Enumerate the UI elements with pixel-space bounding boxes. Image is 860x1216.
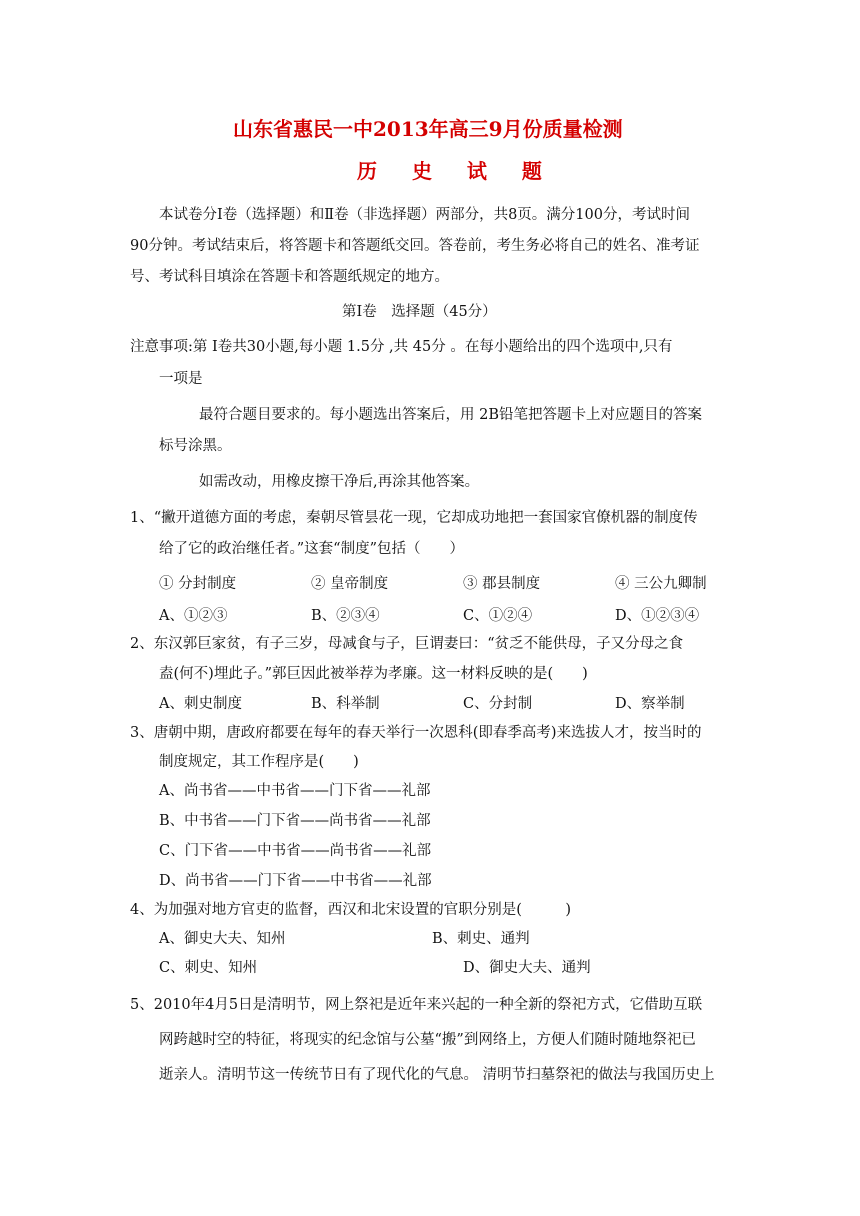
exam-subtitle: 历 史 试 题: [357, 159, 556, 183]
question-2-option: B、科举制: [311, 696, 380, 712]
question-5-stem: 网跨越时空的特征，将现实的纪念馆与公墓“搬”到网络上，方便人们随时随地祭祀已: [159, 1032, 696, 1048]
question-5-stem: 5、2010年4月5日是清明节，网上祭祀是近年来兴起的一种全新的祭祀方式，它借助互联: [130, 997, 703, 1013]
question-5-stem: 逝亲人。清明节这一传统节日有了现代化的气息。 清明节扫墓祭祀的做法与我国历史上: [159, 1067, 715, 1083]
question-1-option: A、①②③: [159, 608, 228, 624]
intro-line: 本试卷分Ⅰ卷（选择题）和Ⅱ卷（非选择题）两部分，共8页。满分100分，考试时间: [159, 207, 690, 223]
question-1-option: D、①②③④: [615, 608, 700, 624]
question-2-stem: 盍(何不)埋此子。”郭巨因此被举荐为孝廉。这一材料反映的是( ): [159, 666, 588, 682]
question-2-option: A、刺史制度: [159, 696, 242, 712]
question-1-option: B、②③④: [311, 608, 380, 624]
question-4-option: D、御史大夫、通判: [463, 960, 591, 976]
question-4-stem: 4、为加强对地方官吏的监督，西汉和北宋设置的官职分别是( ): [130, 902, 572, 918]
question-4-option: C、刺史、知州: [159, 960, 258, 976]
question-1-item: ① 分封制度: [159, 576, 237, 592]
question-2-option: C、分封制: [463, 696, 533, 712]
notice-line: 最符合题目要求的。每小题选出答案后，用 2B铅笔把答题卡上对应题目的答案: [199, 407, 702, 423]
question-4-option: B、刺史、通判: [432, 931, 530, 947]
notice-line: 注意事项:第 Ⅰ卷共30小题,每小题 1.5分 ,共 45分 。在每小题给出的四个选项中,只有: [130, 339, 673, 355]
question-4-option: A、御史大夫、知州: [159, 931, 286, 947]
intro-line: 号、考试科目填涂在答题卡和答题纸规定的地方。: [130, 269, 449, 285]
question-1-item: ② 皇帝制度: [311, 576, 389, 592]
question-1-item: ③ 郡县制度: [463, 576, 541, 592]
question-2-option: D、察举制: [615, 696, 685, 712]
question-3-option: D、尚书省——门下省——中书省——礼部: [159, 873, 432, 889]
question-3-stem: 制度规定，其工作程序是( ): [159, 754, 359, 770]
question-2-stem: 2、东汉郭巨家贫，有子三岁，母减食与子，巨谓妻曰：“贫乏不能供母，子又分母之食: [130, 636, 684, 652]
notice-line: 标号涂黑。: [159, 438, 232, 454]
question-1-stem: 1、“撇开道德方面的考虑，秦朝尽管昙花一现，它却成功地把一套国家官僚机器的制度传: [130, 510, 698, 526]
question-1-item: ④ 三公九卿制: [615, 576, 707, 592]
notice-line: 如需改动，用橡皮擦干净后,再涂其他答案。: [199, 474, 480, 490]
question-3-option: A、尚书省——中书省——门下省——礼部: [159, 783, 431, 799]
question-1-stem: 给了它的政治继任者。”这套“制度”包括（ ）: [159, 541, 464, 557]
notice-line: 一项是: [159, 371, 203, 387]
exam-title: 山东省惠民一中2013年高三9月份质量检测: [233, 117, 623, 141]
question-3-option: C、门下省——中书省——尚书省——礼部: [159, 843, 432, 859]
question-3-option: B、中书省——门下省——尚书省——礼部: [159, 813, 431, 829]
section-heading: 第Ⅰ卷 选择题（45分）: [342, 304, 497, 320]
question-1-option: C、①②④: [463, 608, 533, 624]
intro-line: 90分钟。考试结束后，将答题卡和答题纸交回。答卷前，考生务必将自己的姓名、准考证: [130, 238, 700, 254]
question-3-stem: 3、唐朝中期，唐政府都要在每年的春天举行一次恩科(即春季高考)来选拔人才，按当时的: [130, 725, 702, 741]
